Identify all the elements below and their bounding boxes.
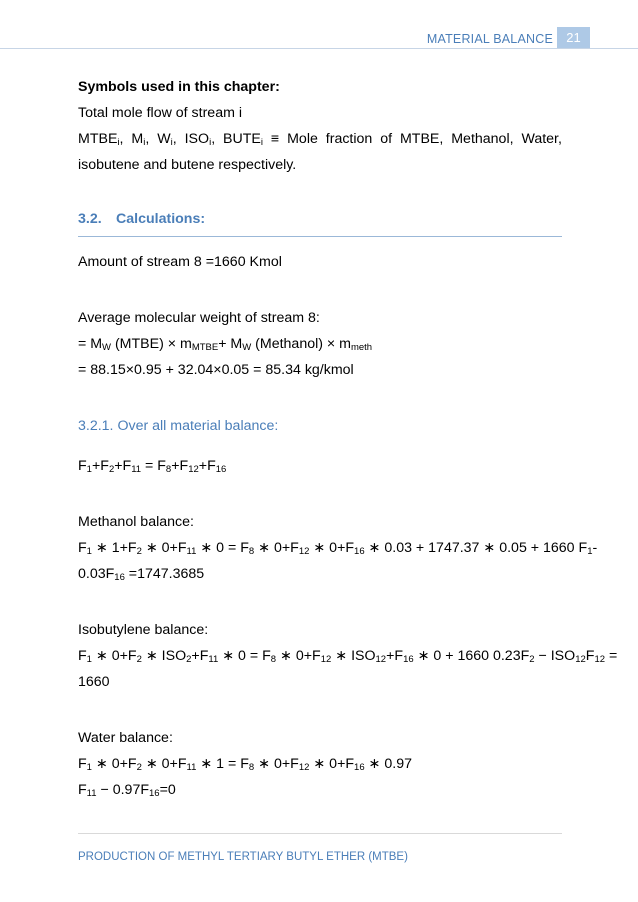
running-footer: PRODUCTION OF METHYL TERTIARY BUTYL ETHER (MTBE) <box>78 851 408 863</box>
methanol-balance-equation-cont: $0.03F_{16} =1747.3685$ <box>78 566 205 583</box>
mw-formula: = $M_W$ (MTBE) × $m_{MTBE}+ M_W$ (Methanol) × $m_{meth}$ <box>78 336 373 353</box>
water-balance-result: $F_{11} - 0.97F_{16}=0$ <box>78 782 176 799</box>
section-heading <box>78 206 562 236</box>
methanol-balance-equation: $F_1$ ∗ $1+F_2$ ∗ $0+F_{11}$ ∗ $0 = F_8$ ∗ $0+F_{12}$ ∗ $0+F_{16}$ ∗ 0.03 + 1747.37 ∗ 0.05 + 1660 $F_1-$ <box>78 540 598 557</box>
page-body <box>78 74 618 803</box>
header-rule <box>0 48 638 49</box>
subsection-heading: 3.2.1. Over all material balance: <box>78 418 279 434</box>
water-balance-title: Water balance: <box>78 730 173 746</box>
symbols-heading: Symbols used in this chapter: <box>78 79 280 95</box>
section-title: Calculations: <box>116 211 206 227</box>
symbols-line-fractions: $MTBE_i$, $M_i$, $W_i$, $ISO_i$, $BUTE_i$ ≡ Mole fraction of MTBE, Methanol, Water, <box>78 131 562 148</box>
section-number: 3.2. <box>78 211 102 227</box>
mw-result: = 88.15×0.95 + 32.04×0.05 = 85.34 kg/kmol <box>78 362 354 378</box>
footer-rule <box>78 833 562 834</box>
water-balance-equation: $F_1$ ∗ $0+F_2$ ∗ $0+F_{11}$ ∗ $1 = F_8$ ∗ $0+F_{12}$ ∗ $0+F_{16}$ ∗ 0.97 <box>78 756 412 773</box>
symbols-line-components: isobutene and butene respectively. <box>78 157 297 173</box>
running-header-title: MATERIAL BALANCE <box>426 32 553 46</box>
isobutylene-balance-equation: $F_1$ ∗ $0+F_2$ ∗ $ISO_2+F_{11}$ ∗ $0 = F_8$ ∗ $0+F_{12}$ ∗ $ISO_{12}+F_{16}$ ∗ 0 + 1660 $0.23F_2 - ISO_{12}F_{12}$ = <box>78 648 618 665</box>
section-rule <box>78 236 562 237</box>
overall-balance-equation: $F_1+F_2+F_{11} = F_8+F_{12}+F_{16}$ <box>78 458 227 475</box>
symbols-line-total-flow: Total mole flow of stream i <box>78 105 243 121</box>
stream-amount: Amount of stream 8 =1660 Kmol <box>78 254 282 270</box>
mw-title: Average molecular weight of stream 8: <box>78 310 320 326</box>
page-number: 21 <box>557 27 590 49</box>
isobutylene-balance-title: Isobutylene balance: <box>78 622 209 638</box>
methanol-balance-title: Methanol balance: <box>78 514 194 530</box>
isobutylene-balance-equation-cont: 1660 <box>78 674 110 690</box>
